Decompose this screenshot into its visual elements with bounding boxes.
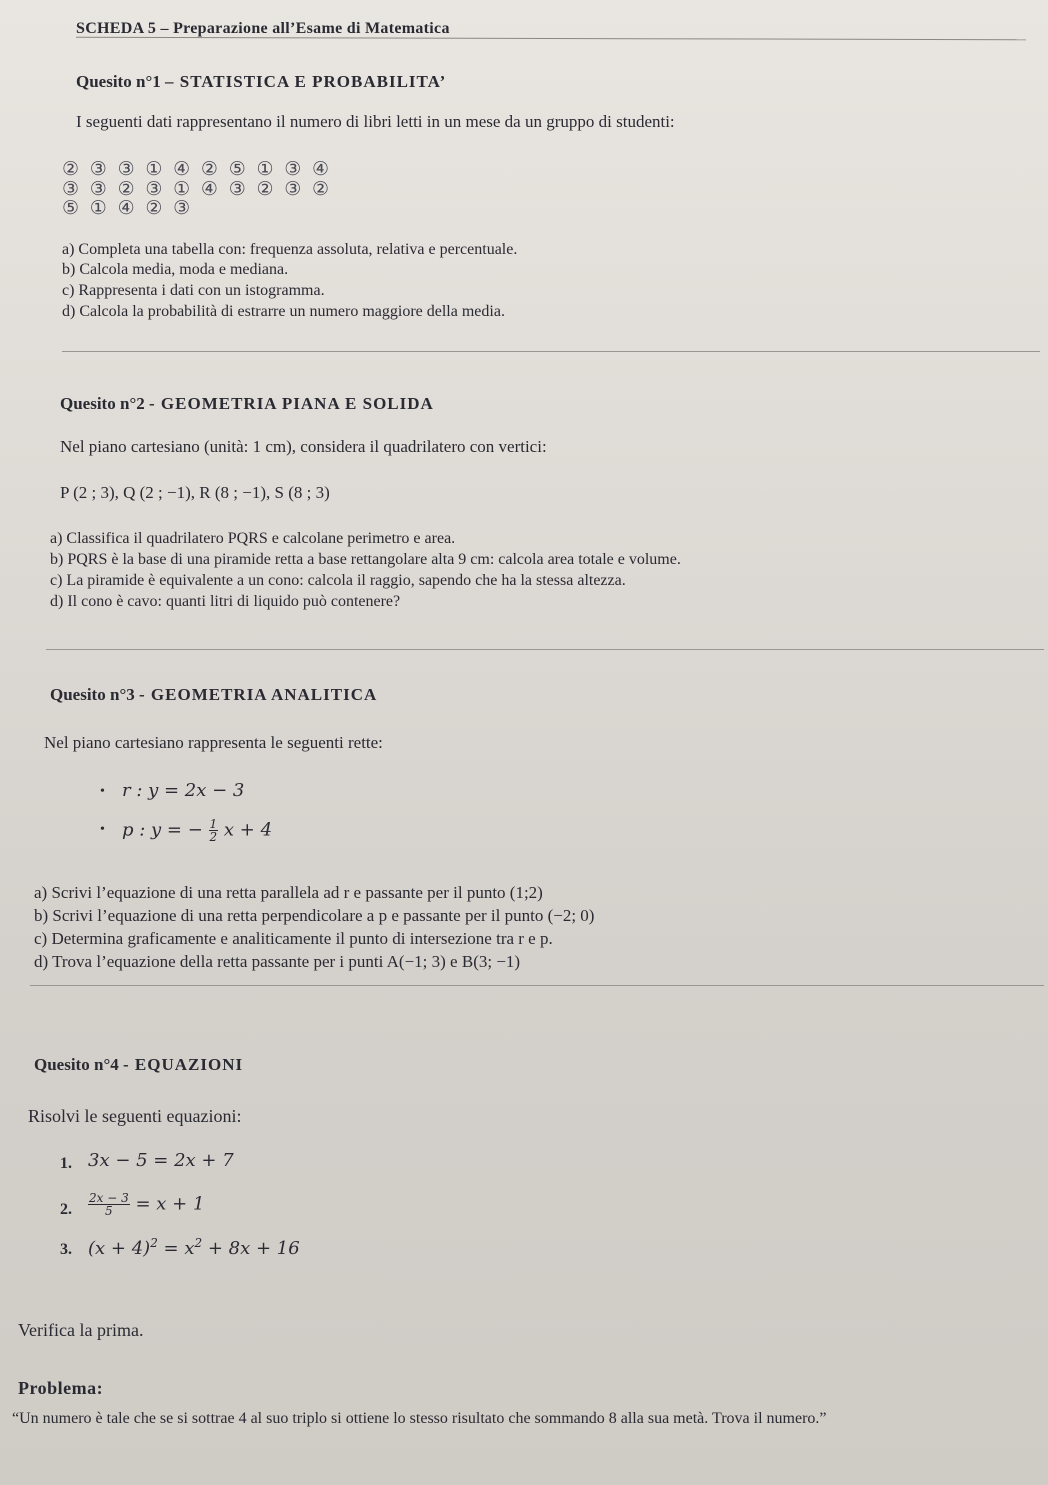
equation-3 xyxy=(88,1236,300,1259)
q2-task-a: a) Classifica il quadrilatero PQRS e calcolane perimetro e area. xyxy=(50,530,456,547)
eq2-den: 5 xyxy=(105,1204,113,1218)
q4-title xyxy=(34,1055,243,1075)
divider-2 xyxy=(46,649,1044,650)
q2-title xyxy=(60,394,434,414)
q1-title xyxy=(76,72,446,92)
q2-intro: Nel piano cartesiano (unità: 1 cm), considera il quadrilatero con vertici: xyxy=(60,437,547,456)
eq2-num: 2x − 3 xyxy=(89,1191,129,1205)
q4-prefix: Quesito xyxy=(34,1055,90,1074)
q1-intro: I seguenti dati rappresentano il numero di libri letti in un mese da un gruppo di studenti: xyxy=(76,112,675,131)
eq3-label: 3. xyxy=(60,1241,72,1258)
line-p-left: p : y = − xyxy=(122,819,203,841)
q1-task-d: d) Calcola la probabilità di estrarre un numero maggiore della media. xyxy=(62,303,505,320)
q4-num: n°4 xyxy=(93,1055,119,1074)
bullet-p: • xyxy=(100,822,105,837)
eq3-exp-2: 2 xyxy=(194,1236,203,1250)
line-p-num: 1 xyxy=(209,817,218,831)
eq3-part-a: (x + 4) xyxy=(88,1238,151,1259)
divider-1 xyxy=(62,351,1040,352)
line-p-fraction xyxy=(209,818,219,843)
eq1-label: 1. xyxy=(60,1155,72,1172)
q3-heading: - GEOMETRIA ANALITICA xyxy=(139,685,378,704)
header-rule xyxy=(76,37,1026,40)
eq3-part-b: = x xyxy=(157,1238,195,1259)
q2-vertices: P (2 ; 3), Q (2 ; −1), R (8 ; −1), S (8 ; 3) xyxy=(60,483,330,502)
q1-prefix: Quesito xyxy=(76,72,132,91)
q4-intro: Risolvi le seguenti equazioni: xyxy=(28,1106,242,1126)
eq3-exp-1: 2 xyxy=(150,1236,158,1250)
q3-title xyxy=(50,685,377,705)
equation-1: 3x − 5 = 2x + 7 xyxy=(88,1150,234,1171)
eq2-right: = x + 1 xyxy=(135,1193,205,1215)
sheet-header: SCHEDA 5 – Preparazione all’Esame di Matematica xyxy=(76,20,450,37)
q2-prefix: Quesito xyxy=(60,394,116,413)
data-row-1: ② ③ ③ ① ④ ② ⑤ ① ③ ④ xyxy=(62,159,333,180)
divider-3 xyxy=(30,985,1044,986)
q1-task-b: b) Calcola media, moda e mediana. xyxy=(62,261,289,278)
q2-num: n°2 xyxy=(119,394,145,413)
q2-heading: - GEOMETRIA PIANA E SOLIDA xyxy=(149,394,434,413)
data-row-2: ③ ③ ② ③ ① ④ ③ ② ③ ② xyxy=(62,179,333,200)
eq3-part-c: + 8x + 16 xyxy=(202,1238,300,1259)
eq2-label: 2. xyxy=(60,1201,72,1218)
bullet-r: • xyxy=(100,784,105,799)
line-r-equation: r : y = 2x − 3 xyxy=(122,780,245,801)
line-p-right: x + 4 xyxy=(223,819,273,841)
verify-text: Verifica la prima. xyxy=(18,1320,144,1340)
problem-label: Problema: xyxy=(18,1378,104,1398)
problem-text: “Un numero è tale che se si sottrae 4 al suo triplo si ottiene lo stesso risultato che sommando 8 alla sua metà. Trova il numero.” xyxy=(12,1410,827,1427)
eq2-fraction xyxy=(88,1192,130,1217)
q1-heading: – STATISTICA E PROBABILITA’ xyxy=(165,72,447,91)
q2-task-c: c) La piramide è equivalente a un cono: calcola il raggio, sapendo che ha la stessa altezza. xyxy=(50,572,626,589)
q2-task-b: b) PQRS è la base di una piramide retta a base rettangolare alta 9 cm: calcola area totale e volume. xyxy=(50,551,681,568)
q3-prefix: Quesito xyxy=(50,685,106,704)
q1-task-a: a) Completa una tabella con: frequenza assoluta, relativa e percentuale. xyxy=(62,241,518,258)
q1-task-c: c) Rappresenta i dati con un istogramma. xyxy=(62,282,325,299)
q3-intro: Nel piano cartesiano rappresenta le seguenti rette: xyxy=(44,733,383,752)
q3-task-c: c) Determina graficamente e analiticamente il punto di intersezione tra r e p. xyxy=(34,929,553,948)
line-p-equation xyxy=(122,818,272,843)
q3-num: n°3 xyxy=(109,685,135,704)
line-p-den: 2 xyxy=(209,830,218,844)
equation-2 xyxy=(88,1192,204,1217)
q3-task-a: a) Scrivi l’equazione di una retta parallela ad r e passante per il punto (1;2) xyxy=(34,883,543,902)
q3-task-b: b) Scrivi l’equazione di una retta perpendicolare a p e passante per il punto (−2; 0) xyxy=(34,906,595,925)
q1-num: n°1 xyxy=(135,72,161,91)
q3-task-d: d) Trova l’equazione della retta passante per i punti A(−1; 3) e B(3; −1) xyxy=(34,952,521,971)
q2-task-d: d) Il cono è cavo: quanti litri di liquido può contenere? xyxy=(50,593,401,610)
data-row-3: ⑤ ① ④ ② ③ xyxy=(62,198,194,219)
q4-heading: - EQUAZIONI xyxy=(123,1055,244,1074)
